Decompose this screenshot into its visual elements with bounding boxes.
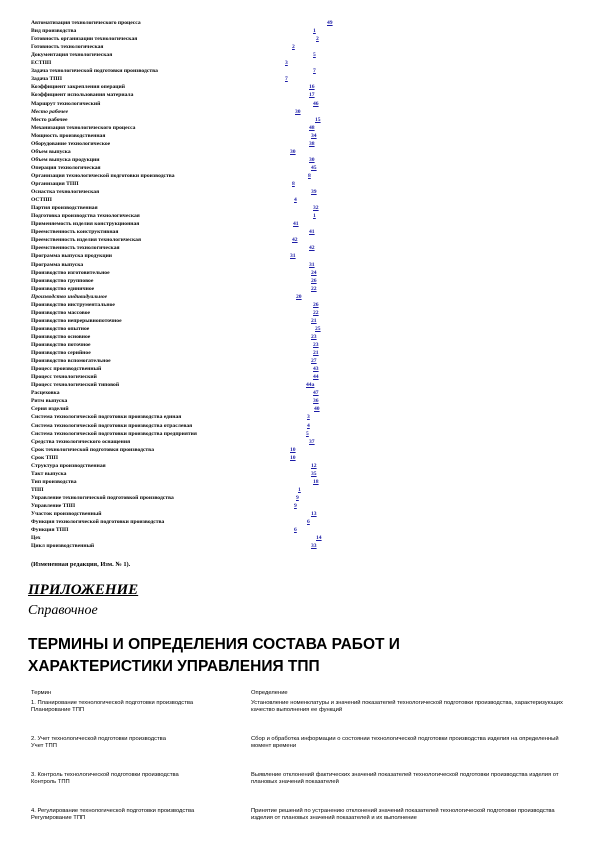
- index-page-link[interactable]: 41: [309, 229, 315, 236]
- index-page-link[interactable]: 42: [292, 237, 298, 244]
- index-entry: [0, 382, 595, 389]
- index-term: ТПП: [31, 486, 44, 493]
- section-heading-line-2: ХАРАКТЕРИСТИКИ УПРАВЛЕНИЯ ТПП: [28, 658, 320, 675]
- index-page-link[interactable]: 12: [311, 462, 317, 469]
- index-page-link[interactable]: 1: [313, 213, 316, 220]
- index-page-link[interactable]: 23: [313, 342, 319, 348]
- index-term: Преемственность конструктивная: [31, 229, 119, 236]
- index-page-link[interactable]: 13: [311, 511, 317, 518]
- index-entry: [0, 479, 595, 486]
- index-term: Организация ТПП: [31, 181, 79, 187]
- index-entry: [0, 20, 595, 27]
- term-full: 4. Регулирование технологической подготовки производства: [31, 808, 195, 814]
- index-term: Программа выпуска: [31, 261, 84, 268]
- term-full: 3. Контроль технологической подготовки производства: [31, 772, 179, 778]
- index-page-link[interactable]: 20: [296, 293, 302, 300]
- index-entry: [0, 262, 595, 269]
- index-entry: [0, 52, 595, 59]
- index-page-link[interactable]: 30: [309, 156, 315, 163]
- index-page-link[interactable]: 26: [313, 301, 319, 308]
- index-entry: [0, 334, 595, 341]
- index-entry: [0, 221, 595, 228]
- terms-table-row: [31, 736, 571, 772]
- index-page-link[interactable]: 34: [311, 132, 317, 139]
- index-page-link[interactable]: 5: [306, 430, 309, 437]
- index-page-link[interactable]: 1: [313, 28, 316, 35]
- index-term: Производство массовое: [31, 309, 91, 316]
- term-abbrev: Планирование ТПП: [31, 707, 85, 713]
- index-page-link[interactable]: 46: [313, 100, 319, 107]
- index-page-link[interactable]: 47: [313, 390, 319, 397]
- index-entry: [0, 503, 595, 510]
- index-term: Оснастка технологическая: [31, 189, 100, 196]
- index-entry: [0, 286, 595, 293]
- index-entry: [0, 278, 595, 285]
- index-entry: [0, 318, 595, 325]
- index-entry: [0, 270, 595, 277]
- index-page-link[interactable]: 21: [313, 350, 319, 357]
- terms-table-header: [31, 690, 571, 700]
- index-term: Оборудование технологическое: [31, 140, 111, 147]
- index-page-link[interactable]: 44a: [306, 382, 315, 389]
- index-term: Структура производственная: [31, 462, 106, 469]
- index-term: Преемственность технологическая: [31, 245, 120, 252]
- index-page-link[interactable]: 27: [311, 358, 317, 365]
- index-entry: [0, 92, 595, 99]
- index-page-link[interactable]: 43: [313, 366, 319, 373]
- index-page-link[interactable]: 14: [316, 535, 322, 542]
- index-entry: [0, 68, 595, 75]
- index-entry: [0, 326, 595, 333]
- index-entry: [0, 463, 595, 470]
- term-full: 1. Планирование технологической подготовки производства: [31, 700, 194, 706]
- index-entry: [0, 36, 595, 43]
- index-term: Готовность организации технологическая: [31, 36, 138, 43]
- index-term: Система технологической подготовки производства отраслевая: [31, 422, 193, 429]
- index-entry: [0, 519, 595, 526]
- index-entry: [0, 455, 595, 462]
- index-entry: [0, 101, 595, 108]
- index-page-link[interactable]: 17: [309, 92, 315, 99]
- index-entry: [0, 374, 595, 381]
- index-term: ЕСТПП: [31, 60, 52, 67]
- index-term: Серия изделий: [31, 406, 69, 413]
- index-term: Коэффициент использования материала: [31, 92, 134, 99]
- index-page-link[interactable]: 1: [298, 486, 301, 493]
- index-term: Производство вспомогательное: [31, 358, 111, 365]
- term-abbrev: Учет ТПП: [31, 743, 57, 749]
- index-entry: [0, 84, 595, 91]
- index-entry: [0, 205, 595, 212]
- index-term: Производство индивидуальное: [31, 293, 108, 300]
- index-term: Производство серийное: [31, 350, 91, 357]
- index-entry: [0, 141, 595, 148]
- index-entry: [0, 109, 595, 116]
- index-entry: [0, 358, 595, 365]
- index-page-link[interactable]: 32: [313, 205, 319, 212]
- definition-cell: Сбор и обработка информации о состоянии технологической подготовки производства изделия на определенный момент времени: [251, 736, 559, 749]
- index-term: Производство изготовительное: [31, 269, 110, 276]
- definition-cell: Принятие решений по устранению отклонений значений показателей технологической подготовки производства изделия от плановых значений показателей и их выполнение: [251, 808, 555, 821]
- index-page-link[interactable]: 42: [309, 245, 315, 252]
- index-entry: [0, 117, 595, 124]
- index-page-link[interactable]: 4: [294, 197, 297, 204]
- index-term: Преемственность изделия технологическая: [31, 237, 141, 244]
- index-term: Задача технологической подготовки производства: [31, 68, 158, 75]
- index-page-link[interactable]: 38: [309, 140, 315, 147]
- term-cell: [31, 772, 246, 786]
- index-page-link[interactable]: 48: [309, 124, 315, 131]
- index-term: Место рабочее: [31, 108, 69, 115]
- index-entry: [0, 495, 595, 502]
- index-term: Мощность производственная: [31, 132, 106, 139]
- index-page-link[interactable]: 49: [327, 20, 333, 26]
- index-term: Готовность технологическая: [31, 44, 104, 51]
- index-entry: [0, 527, 595, 534]
- index-page-link[interactable]: 31: [309, 261, 315, 268]
- index-entry: [0, 471, 595, 478]
- index-term: Процесс технологический: [31, 374, 97, 381]
- index-page-link[interactable]: 44: [313, 374, 319, 381]
- index-page-link[interactable]: 15: [315, 116, 321, 123]
- index-page-link[interactable]: 3: [285, 60, 288, 67]
- index-page-link[interactable]: 26: [311, 277, 317, 284]
- index-entry: [0, 245, 595, 252]
- index-term: Система технологической подготовки производства предприятия: [31, 430, 197, 437]
- term-cell: [31, 808, 246, 822]
- index-page-link[interactable]: 36: [313, 398, 319, 405]
- index-term: Ритм выпуска: [31, 398, 68, 405]
- index-entry: [0, 350, 595, 357]
- index-term: Такт выпуска: [31, 470, 67, 477]
- index-term: Задача ТПП: [31, 76, 62, 83]
- index-page-link[interactable]: 33: [311, 543, 317, 550]
- index-term: Операция технологическая: [31, 164, 101, 171]
- index-page-link[interactable]: 21: [311, 317, 317, 324]
- index-entry: [0, 414, 595, 421]
- index-term: Производство поточное: [31, 342, 91, 348]
- index-entry: [0, 149, 595, 156]
- index-term: Процесс производственный: [31, 366, 102, 373]
- index-page-link[interactable]: 25: [315, 325, 321, 332]
- index-page-link[interactable]: 39: [311, 189, 317, 196]
- index-term: Срок ТПП: [31, 454, 59, 461]
- header-definition: Определение: [251, 690, 288, 696]
- index-page-link[interactable]: 6: [307, 519, 310, 526]
- index-term: Производство основное: [31, 333, 91, 340]
- terms-table-row: [31, 700, 571, 736]
- index-page-link[interactable]: 37: [309, 438, 315, 445]
- index-term: Партия производственная: [31, 205, 98, 212]
- index-page-link[interactable]: 30: [295, 108, 301, 115]
- index-term: Применяемость изделия конструкционная: [31, 221, 140, 228]
- index-page-link[interactable]: 41: [293, 221, 299, 228]
- index-page-link[interactable]: 7: [285, 76, 288, 83]
- index-page-link[interactable]: 31: [290, 253, 296, 260]
- index-term: Производство групповое: [31, 277, 94, 284]
- index-page-link[interactable]: 8: [292, 181, 295, 187]
- index-entry: [0, 294, 595, 301]
- index-page-link[interactable]: 24: [311, 269, 317, 276]
- index-term: Функция технологической подготовки производства: [31, 519, 165, 526]
- index-term: Функция ТПП: [31, 527, 69, 534]
- appendix-subtitle: Справочное: [28, 603, 98, 618]
- index-entry: [0, 44, 595, 51]
- index-term: Участок производственный: [31, 511, 102, 518]
- index-entry: [0, 310, 595, 317]
- terms-table-row: [31, 772, 571, 808]
- index-term: Цех: [31, 535, 41, 542]
- section-heading: [28, 634, 568, 678]
- index-term: Подготовка производства технологическая: [31, 213, 140, 220]
- index-term: Программа выпуска продукции: [31, 253, 113, 260]
- index-term: Система технологической подготовки производства единая: [31, 414, 182, 421]
- index-page-link[interactable]: 9: [294, 503, 297, 509]
- definition-cell: Выявление отклонений фактических значений показателей технологической подготовки производства изделия от плановых значений показателей: [251, 772, 559, 785]
- index-entry: [0, 511, 595, 518]
- index-term: Расцеховка: [31, 390, 60, 397]
- index-term: Объем выпуска продукции: [31, 156, 100, 163]
- index-page-link[interactable]: 8: [308, 172, 311, 179]
- index-term: Механизация технологического процесса: [31, 124, 136, 131]
- index-term: Документация технологическая: [31, 52, 113, 59]
- index-term: ОСТПП: [31, 197, 52, 204]
- terms-table-row: [31, 808, 571, 844]
- definition-cell: Установление номенклатуры и значений показателей технологической подготовки производства, характеризующих качество выполнения ее функций: [251, 700, 563, 713]
- index-page-link[interactable]: 7: [313, 68, 316, 75]
- index-entry: [0, 543, 595, 550]
- index-entry: [0, 447, 595, 454]
- term-abbrev: Контроль ТПП: [31, 779, 70, 785]
- index-term: Производство инструментальное: [31, 301, 115, 308]
- index-page-link[interactable]: 2: [292, 44, 295, 51]
- index-term: Управление ТПП: [31, 503, 76, 509]
- index-entry: [0, 431, 595, 438]
- index-term: Процесс технологический типовой: [31, 382, 120, 389]
- appendix-title: ПРИЛОЖЕНИЕ: [28, 582, 139, 598]
- amendment-note: (Измененная редакция, Изм. № 1).: [31, 561, 131, 568]
- index-term: Вид производства: [31, 28, 77, 35]
- term-full: 2. Учет технологической подготовки производства: [31, 736, 166, 742]
- index-page-link[interactable]: 6: [294, 527, 297, 534]
- header-term: Термин: [31, 690, 52, 696]
- term-abbrev: Регулирование ТПП: [31, 815, 86, 821]
- index-term: Объем выпуска: [31, 148, 71, 155]
- section-heading-line-1: ТЕРМИНЫ И ОПРЕДЕЛЕНИЯ СОСТАВА РАБОТ И: [28, 636, 400, 653]
- index-entry: [0, 173, 595, 180]
- index-page-link[interactable]: 10: [290, 454, 296, 461]
- index-entry: [0, 439, 595, 446]
- index-entry: [0, 390, 595, 397]
- index-term: Маршрут технологический: [31, 100, 101, 107]
- index-page-link[interactable]: 9: [296, 494, 299, 501]
- index-term: Срок технологической подготовки производства: [31, 446, 154, 453]
- index-entry: [0, 342, 595, 349]
- index-term: Организация технологической подготовки производства: [31, 172, 175, 179]
- index-entry: [0, 423, 595, 430]
- index-entry: [0, 197, 595, 204]
- index-entry: [0, 406, 595, 413]
- index-term: Цикл производственный: [31, 543, 95, 550]
- index-page-link[interactable]: 30: [290, 148, 296, 155]
- index-entry: [0, 237, 595, 244]
- term-cell: [31, 736, 246, 750]
- index-term: Коэффициент закрепления операций: [31, 84, 125, 91]
- index-term: Средства технологического оснащения: [31, 438, 131, 445]
- index-page-link[interactable]: 40: [314, 406, 320, 413]
- index-entry: [0, 157, 595, 164]
- index-term: Управление технологической подготовкой производства: [31, 494, 174, 501]
- index-page-link[interactable]: 22: [311, 285, 317, 292]
- index-term: Автоматизация технологического процесса: [31, 20, 141, 26]
- index-page-link[interactable]: 23: [311, 333, 317, 340]
- index-page-link[interactable]: 3: [307, 414, 310, 421]
- index-term: Производство единичное: [31, 285, 95, 292]
- index-entry: [0, 229, 595, 236]
- index-entry: [0, 487, 595, 494]
- index-entry: [0, 253, 595, 260]
- index-term: Производство непрерывнопоточное: [31, 317, 122, 324]
- index-entry: [0, 302, 595, 309]
- index-term: Место рабочее: [31, 116, 68, 123]
- index-entry: [0, 181, 595, 188]
- index-page-link[interactable]: 16: [309, 84, 315, 91]
- index-page-link[interactable]: 10: [290, 446, 296, 453]
- index-term: Тип производства: [31, 478, 77, 485]
- index-page-link[interactable]: 22: [313, 309, 319, 316]
- index-entry: [0, 213, 595, 220]
- index-entry: [0, 398, 595, 405]
- index-page-link[interactable]: 2: [316, 36, 319, 43]
- index-page-link[interactable]: 35: [311, 470, 317, 477]
- index-entry: [0, 366, 595, 373]
- index-page-link[interactable]: 18: [313, 478, 319, 485]
- index-entry: [0, 189, 595, 196]
- index-page-link[interactable]: 5: [313, 52, 316, 59]
- term-cell: [31, 700, 246, 714]
- terms-table-body: [31, 700, 571, 844]
- index-term: Производство опытное: [31, 325, 90, 332]
- index-entry: [0, 535, 595, 542]
- index-entry: [0, 28, 595, 35]
- terms-table: [31, 690, 571, 844]
- index-entry: [0, 60, 595, 67]
- index-entry: [0, 165, 595, 172]
- index-entry: [0, 125, 595, 132]
- index-page-link[interactable]: 4: [307, 422, 310, 429]
- index-entry: [0, 76, 595, 83]
- index-page-link[interactable]: 45: [311, 164, 317, 171]
- index-entry: [0, 133, 595, 140]
